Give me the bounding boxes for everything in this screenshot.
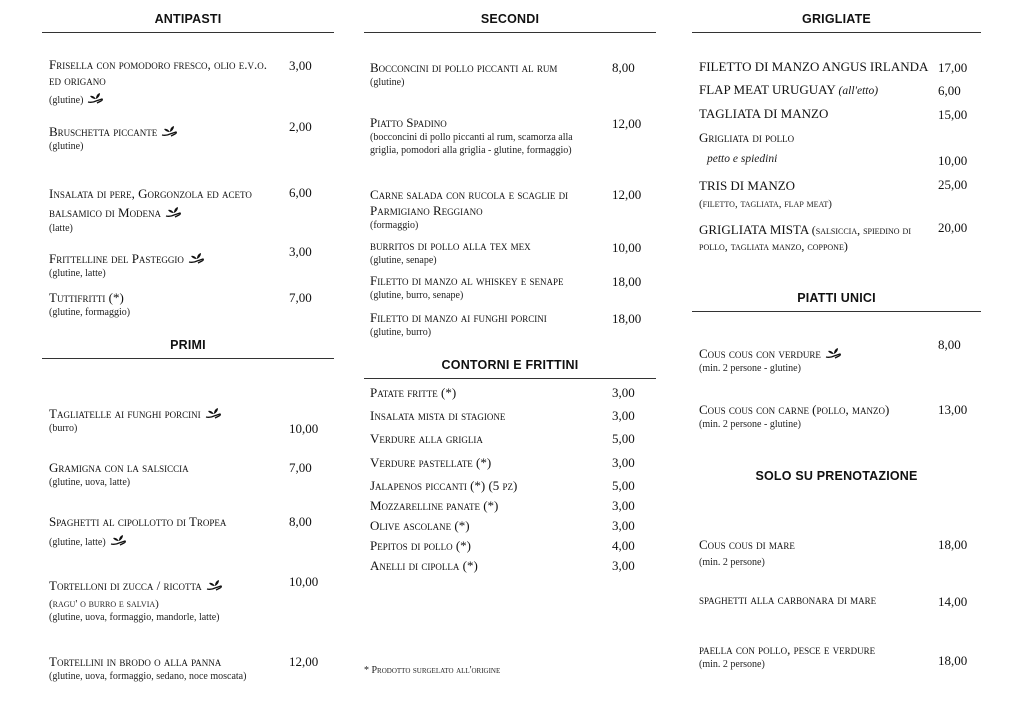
item-price: 14,00: [938, 594, 968, 609]
item-name: Tortelloni di zucca / ricotta: [49, 578, 202, 593]
grigliate-title: GRIGLIATE: [802, 12, 871, 26]
item-name: Gramigna con la salsiccia: [49, 460, 189, 475]
menu-item: [49, 514, 284, 549]
menu-item: [699, 402, 934, 431]
contorno-name: Mozzarelline panate (*): [370, 498, 499, 513]
item-price: 25,00: [938, 177, 968, 192]
contorno-name: Jalapenos piccanti (*) (5 pz): [370, 478, 518, 493]
item-note: (glutine, uova, formaggio, mandorle, latte): [49, 612, 220, 623]
item-subtitle: petto e spiedini: [707, 153, 778, 165]
item-name: Frittelline del Pasteggio: [49, 251, 184, 266]
item-note: (glutine, senape): [370, 255, 437, 266]
item-name: Insalata di pere, Gorgonzola ed aceto balsamico di Modena: [49, 186, 252, 220]
menu-item: [49, 184, 279, 235]
leaf-hand-icon: [205, 407, 223, 419]
item-note: (glutine, burro, senape): [370, 290, 464, 301]
item-note: (glutine, uova, latte): [49, 477, 131, 488]
contorni-title: CONTORNI E FRITTINI: [441, 358, 579, 372]
item-note: (glutine): [370, 77, 405, 88]
item-price: 10,00: [938, 153, 968, 168]
contorno-price: 3,00: [612, 558, 635, 573]
footnote: * Prodotto surgelato all'origine: [364, 665, 501, 676]
menu-item: [370, 60, 605, 89]
contorno-name: Patate fritte (*): [370, 385, 457, 400]
item-note: (min. 2 persone): [699, 557, 765, 568]
item-name: Filetto di manzo al whiskey e senape: [370, 273, 564, 288]
item-name: Bocconcini di pollo piccanti al rum: [370, 60, 558, 75]
item-note: (glutine, burro): [370, 327, 432, 338]
item-name: FILETTO DI MANZO ANGUS IRLANDA: [699, 59, 929, 74]
item-name: Grigliata di pollo: [699, 130, 795, 145]
item-note: (min. 2 persone - glutine): [699, 363, 801, 374]
menu-item: [49, 578, 289, 624]
item-price: 12,00: [612, 116, 642, 131]
item-price: 10,00: [612, 240, 642, 255]
item-price: 7,00: [289, 290, 312, 305]
menu-item: [699, 106, 939, 122]
item-note: (glutine): [49, 95, 84, 106]
contorno-name: Insalata mista di stagione: [370, 408, 506, 423]
contorno-name: Anelli di cipolla (*): [370, 558, 478, 573]
menu-item: [49, 290, 279, 319]
item-note: (glutine, formaggio): [49, 307, 131, 318]
contorno-price: 5,00: [612, 431, 635, 446]
item-note: (bocconcini di pollo piccanti al rum, scamorza alla griglia, pomodori alla griglia - glutine, formaggio): [370, 132, 573, 156]
menu-item: [49, 654, 284, 683]
primi-title: PRIMI: [170, 338, 206, 352]
item-name: spaghetti alla carbonara di mare: [699, 592, 877, 607]
contorno-price: 4,00: [612, 538, 635, 553]
item-name: GRIGLIATA MISTA: [699, 222, 809, 237]
menu-item: [370, 187, 605, 232]
menu-item: [49, 124, 279, 153]
contorno-price: 3,00: [612, 498, 635, 513]
item-note: (glutine, uova, formaggio, sedano, noce moscata): [49, 671, 247, 682]
menu-item: [49, 406, 284, 435]
leaf-hand-icon: [110, 534, 128, 546]
item-name: Frisella con pomodoro fresco, olio e.v.o. ed origano: [49, 57, 267, 88]
item-note: (glutine, latte): [49, 537, 106, 548]
leaf-hand-icon: [165, 206, 183, 218]
menu-item: [370, 273, 605, 302]
item-price: 12,00: [612, 187, 642, 202]
item-extra: (salsiccia, spiedino di pollo, tagliata manzo, coppone): [699, 223, 911, 253]
menu-item: [699, 346, 934, 375]
item-price: 13,00: [938, 402, 968, 417]
contorni-rule: [364, 378, 656, 379]
item-note: (filetto, tagliata, flap meat): [699, 198, 832, 210]
item-extra: (all'etto): [838, 85, 879, 97]
item-name: Piatto Spadino: [370, 115, 447, 130]
leaf-hand-icon: [161, 125, 179, 137]
leaf-hand-icon: [188, 252, 206, 264]
leaf-hand-icon: [87, 92, 105, 104]
item-name: paella con pollo, pesce e verdure: [699, 642, 876, 657]
menu-item: [370, 115, 600, 157]
contorno-price: 3,00: [612, 408, 635, 423]
item-price: 2,00: [289, 119, 312, 134]
item-price: 7,00: [289, 460, 312, 475]
item-name: Tortellini in brodo o alla panna: [49, 654, 222, 669]
item-price: 18,00: [612, 274, 642, 289]
contorno-name: Pepitos di pollo (*): [370, 538, 471, 553]
item-name: Tuttifritti (*): [49, 290, 124, 305]
contorno-price: 5,00: [612, 478, 635, 493]
item-note: (glutine, latte): [49, 268, 106, 279]
contorno-name: Verdure alla griglia: [370, 431, 483, 446]
menu-item: [699, 82, 939, 99]
contorno-name: Olive ascolane (*): [370, 518, 470, 533]
menu-item: [699, 130, 939, 165]
leaf-hand-icon: [206, 579, 224, 591]
menu-item: [699, 222, 924, 254]
item-price: 8,00: [612, 60, 635, 75]
item-name: Bruschetta piccante: [49, 124, 158, 139]
menu-item: [370, 310, 605, 339]
item-price: 17,00: [938, 60, 968, 75]
menu-item: [699, 592, 934, 608]
item-note: (min. 2 persone): [699, 659, 765, 670]
contorno-price: 3,00: [612, 518, 635, 533]
item-name: Filetto di manzo ai funghi porcini: [370, 310, 547, 325]
item-price: 6,00: [289, 185, 312, 200]
menu-item: [49, 57, 279, 107]
item-note: (latte): [49, 223, 73, 234]
item-name: Cous cous con carne (pollo, manzo): [699, 402, 890, 417]
contorno-price: 3,00: [612, 455, 635, 470]
item-price: 18,00: [938, 537, 968, 552]
item-note: (min. 2 persone - glutine): [699, 419, 801, 430]
secondi-rule: [364, 32, 656, 33]
item-price: 15,00: [938, 107, 968, 122]
item-name: Carne salada con rucola e scaglie di Parmigiano Reggiano: [370, 187, 569, 218]
menu-item: [699, 537, 934, 569]
antipasti-rule: [42, 32, 334, 33]
menu-item: [699, 178, 929, 211]
item-note: (glutine): [49, 141, 84, 152]
item-price: 3,00: [289, 244, 312, 259]
item-subtitle: (ragu' o burro e salvia): [49, 598, 159, 610]
item-name: Tagliatelle ai funghi porcini: [49, 406, 201, 421]
item-price: 8,00: [938, 337, 961, 352]
menu-item: [699, 642, 934, 671]
item-name: Spaghetti al cipollotto di Tropea: [49, 514, 227, 529]
leaf-hand-icon: [825, 347, 843, 359]
item-price: 8,00: [289, 514, 312, 529]
primi-rule: [42, 358, 334, 359]
item-price: 3,00: [289, 58, 312, 73]
item-name: Cous cous con verdure: [699, 346, 821, 361]
prenotazione-title: SOLO SU PRENOTAZIONE: [755, 469, 918, 483]
item-name: TAGLIATA DI MANZO: [699, 106, 829, 121]
grigliate-rule: [692, 32, 981, 33]
item-note: (burro): [49, 423, 78, 434]
antipasti-title: ANTIPASTI: [154, 12, 222, 26]
menu-item: [49, 251, 279, 280]
piatti-unici-rule: [692, 311, 981, 312]
secondi-title: SECONDI: [480, 12, 540, 26]
item-price: 18,00: [938, 653, 968, 668]
item-price: 10,00: [289, 421, 319, 436]
item-note: (formaggio): [370, 220, 419, 231]
item-price: 18,00: [612, 311, 642, 326]
item-price: 10,00: [289, 574, 319, 589]
item-name: TRIS DI MANZO: [699, 178, 796, 193]
contorno-price: 3,00: [612, 385, 635, 400]
item-name: FLAP MEAT URUGUAY: [699, 82, 836, 97]
item-price: 6,00: [938, 83, 961, 98]
menu-item: [49, 460, 284, 489]
menu-item: [699, 59, 939, 75]
item-price: 20,00: [938, 220, 968, 235]
item-name: burritos di pollo alla tex mex: [370, 238, 531, 253]
item-name: Cous cous di mare: [699, 537, 795, 552]
menu-item: [370, 238, 605, 267]
piatti-unici-title: PIATTI UNICI: [797, 291, 876, 305]
contorno-name: Verdure pastellate (*): [370, 455, 492, 470]
item-price: 12,00: [289, 654, 319, 669]
